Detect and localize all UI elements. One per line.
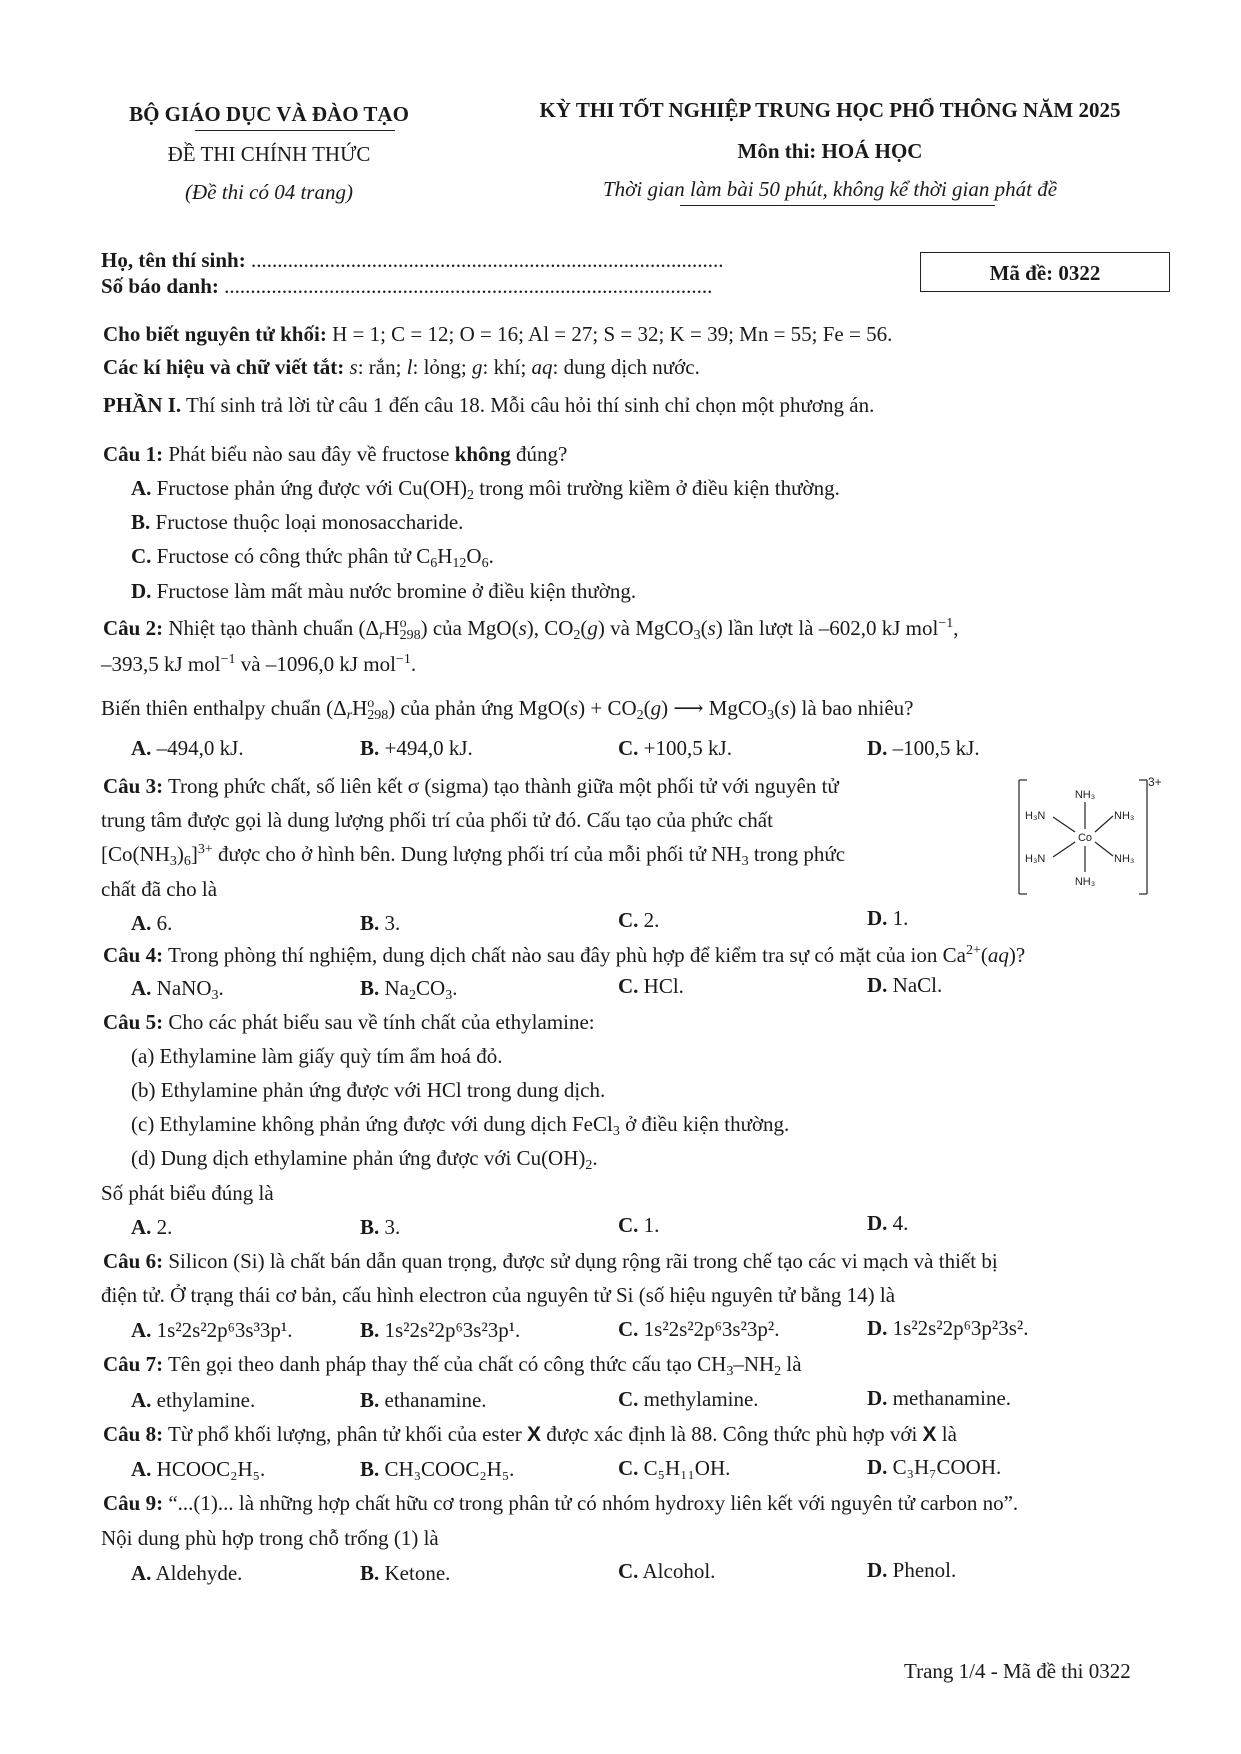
q3-text: ) — [176, 842, 184, 866]
subscript: 6 — [430, 556, 438, 571]
subscript: 3 — [169, 854, 177, 869]
statement-text: (d) Dung dịch ethylamine phản ứng được với Cu(OH) — [131, 1146, 586, 1170]
option-label: C. — [131, 544, 152, 568]
option-label: D. — [867, 736, 888, 760]
option-text: 1s²2s²2p⁶3s²3p¹. — [384, 1318, 521, 1342]
ligand-top: NH₃ — [1074, 789, 1096, 801]
statement-text: ở điều kiện thường. — [619, 1112, 790, 1136]
subscript: 3 — [767, 708, 775, 723]
option-label: C. — [618, 908, 639, 932]
atomic-mass-line — [103, 322, 892, 347]
candidate-name-row — [101, 248, 723, 273]
abbr-l-text: : lỏng; — [412, 355, 473, 379]
q5-option-a[interactable] — [131, 1215, 172, 1240]
q2-text: ) ⟶ MgCO — [661, 696, 768, 720]
ministry-name: BỘ GIÁO DỤC VÀ ĐÀO TẠO — [129, 102, 409, 126]
option-text: 1s²2s²2p⁶3s³3p¹. — [156, 1318, 293, 1342]
q1-option-b[interactable] — [131, 510, 463, 535]
ligand-upper-left: H₃N — [1025, 810, 1046, 822]
option-label: A. — [131, 1388, 152, 1412]
option-text: –100,5 kJ. — [892, 736, 980, 760]
q5-label: Câu 5: — [103, 1010, 164, 1034]
q2-text: ) lần lượt là –602,0 kJ mol — [715, 616, 939, 640]
state-s: s — [707, 616, 716, 640]
option-text: +494,0 kJ. — [384, 736, 473, 760]
q8-label: Câu 8: — [103, 1422, 164, 1446]
q9-stem-line2: Nội dung phù hợp trong chỗ trống (1) là — [101, 1526, 439, 1550]
q2-text: , — [953, 616, 959, 640]
superscript: 2+ — [965, 943, 981, 958]
part1-text: Thí sinh trả lời từ câu 1 đến câu 18. Mỗi câu hỏi thí sinh chỉ chọn một phương án. — [181, 393, 875, 417]
option-text: trong môi trường kiềm ở điều kiện thường. — [474, 476, 840, 500]
q7-option-d[interactable] — [867, 1386, 1011, 1411]
q5-ask: Số phát biểu đúng là — [101, 1181, 274, 1205]
q6-stem-line2: điện tử. Ở trạng thái cơ bản, cấu hình electron của nguyên tử Si (số hiệu nguyên tử bằng 14) là — [101, 1283, 896, 1307]
option-text: methanamine. — [892, 1386, 1012, 1410]
q4-option-b[interactable] — [360, 976, 457, 1001]
q2-text: ) của phản ứng MgO( — [388, 696, 570, 720]
delta-symbol: Δ — [333, 696, 347, 720]
abbr-aq-text: : dung dịch nước. — [552, 355, 700, 379]
state-g: g — [587, 616, 598, 640]
q2-text: . — [410, 652, 417, 676]
q3-option-a[interactable] — [131, 911, 172, 936]
q4-text: )? — [1008, 943, 1026, 967]
q2-text: ) và MgCO — [597, 616, 694, 640]
option-text: +100,5 kJ. — [643, 736, 732, 760]
option-label: D. — [867, 1558, 888, 1582]
q6-option-a[interactable] — [131, 1318, 292, 1343]
bond-upper-left — [1053, 817, 1075, 832]
option-text: Na — [384, 976, 410, 1000]
q2-stem-line2 — [101, 652, 416, 677]
option-text: NaCl. — [892, 973, 943, 997]
candidate-id-dots: ............................................................................................. — [224, 274, 713, 298]
q3-stem-line3 — [101, 842, 845, 867]
option-text: . — [488, 544, 494, 568]
q9-stem-line1 — [103, 1491, 1018, 1516]
q2-text: ) của MgO( — [420, 616, 519, 640]
exam-title: KỲ THI TỐT NGHIỆP TRUNG HỌC PHỔ THÔNG NĂM 2025 — [539, 98, 1121, 122]
delta-symbol: Δ — [365, 616, 379, 640]
option-text: 4. — [892, 1211, 909, 1235]
abbr-s: s — [349, 355, 358, 379]
q7-text: Tên gọi theo danh pháp thay thế của chất có công thức cấu tạo CH — [163, 1352, 727, 1376]
option-label: D. — [867, 1211, 888, 1235]
enthalpy-symbol: H — [352, 696, 368, 720]
option-text: C₅H₁₁OH. — [643, 1456, 731, 1480]
option-text: 3. — [384, 911, 401, 935]
option-text: 1s²2s²2p⁶3s²3p². — [643, 1317, 780, 1341]
q9-option-b[interactable] — [360, 1561, 450, 1586]
abbr-g: g — [472, 355, 483, 379]
q4-label: Câu 4: — [103, 943, 164, 967]
subject-label: Môn thi: HOÁ HỌC — [737, 139, 923, 163]
option-label: C. — [618, 1213, 639, 1237]
option-text: 6. — [156, 911, 173, 935]
q8-option-b[interactable] — [360, 1457, 514, 1482]
superscript: −1 — [395, 652, 411, 667]
q3-text: [Co(NH — [101, 842, 170, 866]
q5-option-d[interactable] — [867, 1211, 908, 1236]
formula-part: O — [466, 544, 482, 568]
abbr-s-text: : rắn; — [357, 355, 407, 379]
q4-option-d[interactable] — [867, 973, 942, 998]
option-text: HCl. — [643, 974, 684, 998]
q3-text: được cho ở hình bên. Dung lượng phối trí của mỗi phối tử NH — [212, 842, 742, 866]
option-label: B. — [360, 1561, 380, 1585]
q5-text: Cho các phát biểu sau về tính chất của ethylamine: — [163, 1010, 595, 1034]
q1-stem — [103, 442, 567, 467]
option-text: Alcohol. — [642, 1559, 716, 1583]
subscript: 298 — [399, 628, 421, 643]
subscript: 3 — [612, 1124, 620, 1139]
q2-text: và –1096,0 kJ mol — [235, 652, 396, 676]
q5-option-b[interactable] — [360, 1215, 400, 1240]
option-label: B. — [360, 1318, 380, 1342]
q2-text: ( — [774, 696, 782, 720]
q2-text: ( — [700, 616, 708, 640]
subscript: 3 — [693, 628, 701, 643]
page-footer: Trang 1/4 - Mã đề thi 0322 — [904, 1659, 1131, 1683]
q8-text: Từ phổ khối lượng, phân tử khối của ester — [163, 1422, 527, 1446]
q1-text-end: đúng? — [510, 442, 568, 466]
option-label: B. — [360, 976, 380, 1000]
q2-text: ), CO — [526, 616, 574, 640]
option-text: 1. — [892, 906, 909, 930]
option-label: D. — [867, 973, 888, 997]
q5-statement-d — [131, 1146, 598, 1171]
q7-label: Câu 7: — [103, 1352, 164, 1376]
subscript: r — [378, 628, 385, 643]
option-text: ethylamine. — [156, 1388, 256, 1412]
subscript: 3 — [445, 988, 453, 1003]
option-text: CO — [416, 976, 446, 1000]
candidate-id-row — [101, 274, 712, 299]
q7-text: là — [781, 1352, 802, 1376]
q4-option-a[interactable] — [131, 976, 224, 1001]
q3-text: trong phức — [748, 842, 846, 866]
q7-option-b[interactable] — [360, 1388, 487, 1413]
q3-text: Trong phức chất, số liên kết σ (sigma) tạo thành giữa một phối tử với nguyên tử — [163, 774, 839, 798]
option-text: CH₃COOC₂H₅. — [384, 1457, 515, 1481]
option-text: Phenol. — [892, 1558, 957, 1582]
q8-text: được xác định là 88. Công thức phù hợp với — [541, 1422, 923, 1446]
state-s: s — [781, 696, 790, 720]
q3-option-c[interactable] — [618, 908, 659, 933]
q5-stem — [103, 1010, 595, 1035]
option-label: C. — [618, 736, 639, 760]
option-text: 1s²2s²2p⁶3p²3s². — [892, 1316, 1029, 1340]
atomic-mass-values: H = 1; C = 12; O = 16; Al = 27; S = 32; K = 39; Mn = 55; Fe = 56. — [326, 322, 893, 346]
subscript: 2 — [409, 988, 417, 1003]
q1-option-c[interactable] — [131, 544, 494, 569]
candidate-id-label: Số báo danh: — [101, 274, 219, 298]
q3-option-b[interactable] — [360, 911, 400, 936]
q8-text: là — [936, 1422, 957, 1446]
superscript: 3+ — [197, 842, 213, 857]
option-label: C. — [618, 1387, 639, 1411]
option-text: C₃H₇COOH. — [892, 1455, 1002, 1479]
q6-option-b[interactable] — [360, 1318, 520, 1343]
official-label: ĐỀ THI CHÍNH THỨC — [167, 142, 371, 166]
central-atom: Co — [1077, 832, 1093, 844]
option-label: B. — [131, 510, 151, 534]
q7-text: –NH — [733, 1352, 775, 1376]
q9-option-d[interactable] — [867, 1558, 956, 1583]
subscript: 6 — [481, 556, 489, 571]
abbr-aq: aq — [531, 355, 553, 379]
statement-text: . — [592, 1146, 598, 1170]
q6-text: Silicon (Si) là chất bán dẫn quan trọng, được sử dụng rộng rãi trong chế tạo các vi mạch và thiết bị — [163, 1249, 998, 1273]
option-text: ethanamine. — [384, 1388, 487, 1412]
option-label: A. — [131, 1318, 152, 1342]
q5-statement-a: (a) Ethylamine làm giấy quỳ tím ẩm hoá đỏ. — [131, 1044, 503, 1068]
subscript: r — [346, 708, 353, 723]
option-text: NaNO — [156, 976, 212, 1000]
option-label: B. — [360, 1457, 380, 1481]
candidate-name-dots: .......................................................................................... — [250, 248, 724, 272]
option-text: HCOOC₂H₅. — [156, 1457, 266, 1481]
complex-charge: 3+ — [1148, 775, 1162, 789]
option-label: B. — [360, 911, 380, 935]
option-text: Aldehyde. — [155, 1561, 243, 1585]
ligand-lower-right: NH₃ — [1114, 853, 1135, 865]
subscript: 298 — [367, 708, 389, 723]
atomic-mass-label: Cho biết nguyên tử khối: — [103, 322, 327, 346]
q3-stem-line4: chất đã cho là — [101, 877, 218, 901]
q8-stem — [103, 1422, 957, 1447]
option-text: 1. — [643, 1213, 660, 1237]
superscript: −1 — [938, 616, 954, 631]
option-text: Fructose phản ứng được với Cu(OH) — [156, 476, 468, 500]
state-aq: aq — [987, 943, 1009, 967]
header-underline-left — [195, 130, 395, 131]
q4-option-c[interactable] — [618, 974, 684, 999]
time-note: Thời gian làm bài 50 phút, không kể thời gian phát đề — [602, 177, 1058, 201]
q1-text: Phát biểu nào sau đây về fructose — [163, 442, 455, 466]
option-label: B. — [360, 1388, 380, 1412]
q3-stem-line1 — [103, 774, 839, 799]
option-text: 2. — [156, 1215, 173, 1239]
option-label: B. — [360, 736, 380, 760]
q2-text: Nhiệt tạo thành chuẩn ( — [163, 616, 366, 640]
q2-text: ) + CO — [578, 696, 637, 720]
option-text: 2. — [643, 908, 660, 932]
option-text: –494,0 kJ. — [156, 736, 244, 760]
option-label: D. — [867, 1455, 888, 1479]
superscript: o — [399, 616, 407, 631]
option-label: A. — [131, 1215, 152, 1239]
option-label: D. — [867, 906, 888, 930]
q3-text: ] — [190, 842, 198, 866]
subscript: 2 — [467, 488, 475, 503]
option-label: D. — [131, 579, 152, 603]
q1-option-a[interactable] — [131, 476, 840, 501]
cobalt-complex-figure — [1015, 774, 1165, 900]
q2-text: ( — [643, 696, 651, 720]
abbreviation-label: Các kí hiệu và chữ viết tắt: — [103, 355, 345, 379]
q1-option-d[interactable] — [131, 579, 636, 604]
subscript: 2 — [636, 708, 644, 723]
option-label: C. — [618, 974, 639, 998]
option-text: Ketone. — [384, 1561, 451, 1585]
q3-option-d[interactable] — [867, 906, 908, 931]
option-label: A. — [131, 976, 152, 1000]
subscript: 12 — [452, 556, 467, 571]
abbr-g-text: : khí; — [482, 355, 532, 379]
option-text: . — [452, 976, 458, 1000]
option-text: Fructose thuộc loại monosaccharide. — [155, 510, 464, 534]
state-g: g — [650, 696, 662, 720]
q9-option-a[interactable] — [131, 1561, 242, 1586]
subscript: 3 — [741, 854, 749, 869]
superscript: −1 — [220, 652, 236, 667]
q2-stem-line1 — [103, 616, 959, 641]
q2-option-d[interactable] — [867, 736, 980, 761]
enthalpy-symbol: H — [384, 616, 400, 640]
option-text: Fructose làm mất màu nước bromine ở điều kiện thường. — [156, 579, 637, 603]
exam-code-box: Mã đề: 0322 — [920, 252, 1170, 292]
state-s: s — [518, 616, 527, 640]
q8-option-d[interactable] — [867, 1455, 1001, 1480]
candidate-name-label: Họ, tên thí sinh: — [101, 248, 246, 272]
q8-option-c[interactable] — [618, 1456, 730, 1481]
part1-instruction — [103, 393, 874, 418]
q6-option-c[interactable] — [618, 1317, 779, 1342]
subscript: 3 — [211, 988, 219, 1003]
q5-statement-c — [131, 1112, 789, 1137]
option-text: 3. — [384, 1215, 401, 1239]
abbreviation-line — [103, 355, 700, 380]
q2-option-a[interactable] — [131, 736, 244, 761]
variable-x: X — [922, 1423, 937, 1446]
part1-label: PHẦN I. — [103, 393, 182, 417]
option-label: D. — [867, 1316, 888, 1340]
q1-emphasis: không — [454, 442, 511, 466]
option-label: C. — [618, 1317, 639, 1341]
q4-text: ( — [980, 943, 988, 967]
option-label: C. — [618, 1456, 639, 1480]
option-text: methylamine. — [643, 1387, 759, 1411]
q9-text: “...(1)... là những hợp chất hữu cơ trong phân tử có nhóm hydroxy liên kết với nguyên tử carbon no”. — [163, 1491, 1019, 1515]
bond-lower-right — [1095, 842, 1113, 856]
statement-text: (c) Ethylamine không phản ứng được với dung dịch FeCl — [131, 1112, 613, 1136]
ligand-lower-left: H₃N — [1025, 853, 1046, 865]
option-label: B. — [360, 1215, 380, 1239]
option-label: A. — [131, 911, 152, 935]
q3-label: Câu 3: — [103, 774, 164, 798]
q2-text: ( — [580, 616, 588, 640]
q2-stem-line3 — [101, 696, 913, 721]
q2-option-b[interactable] — [360, 736, 473, 761]
option-label: A. — [131, 1561, 152, 1585]
q5-option-c[interactable] — [618, 1213, 659, 1238]
q7-stem — [103, 1352, 802, 1377]
q8-option-a[interactable] — [131, 1457, 265, 1482]
option-label: C. — [618, 1559, 639, 1583]
q6-stem-line1 — [103, 1249, 998, 1274]
option-label: D. — [867, 1386, 888, 1410]
q4-text: Trong phòng thí nghiệm, dung dịch chất nào sau đây phù hợp để kiểm tra sự có mặt của ion Ca — [163, 943, 966, 967]
abbr-l: l — [406, 355, 413, 379]
option-text: . — [218, 976, 224, 1000]
option-label: A. — [131, 736, 152, 760]
bond-upper-right — [1095, 816, 1113, 832]
q6-option-d[interactable] — [867, 1316, 1028, 1341]
q9-label: Câu 9: — [103, 1491, 164, 1515]
q2-text: Biến thiên enthalpy chuẩn ( — [101, 696, 334, 720]
variable-x: X — [526, 1423, 541, 1446]
formula-part: H — [437, 544, 453, 568]
subscript: 3 — [726, 1364, 734, 1379]
q3-stem-line2: trung tâm được gọi là dung lượng phối trí của phối tử đó. Cấu tạo của phức chất — [101, 808, 773, 832]
subscript: 6 — [183, 854, 191, 869]
pages-note: (Đề thi có 04 trang) — [185, 180, 353, 204]
state-s: s — [569, 696, 579, 720]
option-text: Fructose có công thức phân tử C — [156, 544, 431, 568]
q2-option-c[interactable] — [618, 736, 732, 761]
q6-label: Câu 6: — [103, 1249, 164, 1273]
q4-stem — [103, 943, 1025, 968]
bond-lower-left — [1053, 842, 1075, 857]
q2-text: –393,5 kJ mol — [101, 652, 221, 676]
q2-text: ) là bao nhiêu? — [789, 696, 914, 720]
q2-label: Câu 2: — [103, 616, 164, 640]
header-underline-right — [680, 205, 995, 206]
q7-option-a[interactable] — [131, 1388, 255, 1413]
q1-label: Câu 1: — [103, 442, 164, 466]
option-label: A. — [131, 476, 152, 500]
subscript: 2 — [573, 628, 581, 643]
subscript: 2 — [585, 1158, 593, 1173]
q5-statement-b: (b) Ethylamine phản ứng được với HCl trong dung dịch. — [131, 1078, 606, 1102]
option-label: A. — [131, 1457, 152, 1481]
subscript: 2 — [774, 1364, 782, 1379]
ligand-upper-right: NH₃ — [1114, 810, 1135, 822]
ligand-bottom: NH₃ — [1074, 876, 1096, 888]
superscript: o — [367, 696, 375, 711]
q9-option-c[interactable] — [618, 1559, 715, 1584]
q7-option-c[interactable] — [618, 1387, 759, 1412]
